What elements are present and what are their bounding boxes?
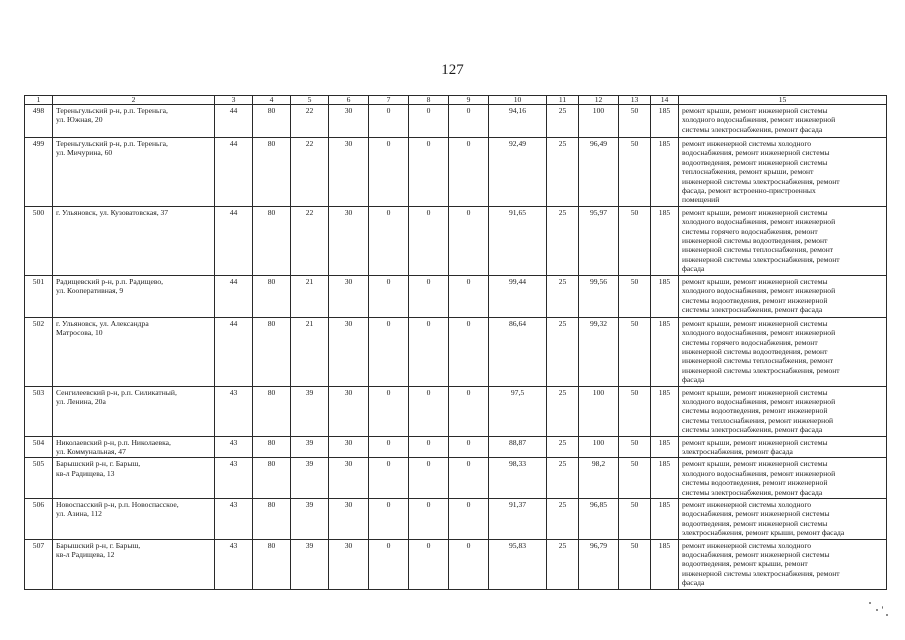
value-cell-c5: 21 [291, 317, 329, 386]
works-line: холодного водоснабжения, ремонт инженерной [682, 328, 836, 338]
value-cell-c12: 100 [579, 436, 619, 458]
works-cell [679, 499, 887, 540]
table-row [25, 206, 887, 275]
value-cell-c14: 185 [651, 539, 679, 589]
value-cell-c9: 0 [449, 105, 489, 138]
value-cell-c3: 43 [215, 458, 253, 499]
works-line: ремонт крыши, ремонт инженерной системы [682, 318, 828, 328]
works-cell [679, 539, 887, 589]
table-row [25, 499, 887, 540]
value-cell-c10: 91,65 [489, 206, 547, 275]
address-line: Барышский р-н, г. Барыш, [56, 459, 141, 469]
value-cell-c14: 185 [651, 499, 679, 540]
value-cell-c11: 25 [547, 105, 579, 138]
address-cell [53, 499, 215, 540]
value-cell-c4: 80 [253, 386, 291, 436]
value-cell-c11: 25 [547, 138, 579, 207]
works-line: системы электроснабжения, ремонт фасада [682, 124, 823, 134]
row-number-cell: 503 [25, 386, 53, 436]
table-row [25, 436, 887, 458]
value-cell-c3: 44 [215, 275, 253, 317]
value-cell-c11: 25 [547, 539, 579, 589]
works-line: инженерной системы электроснабжения, ремонт [682, 365, 840, 375]
value-cell-c14: 185 [651, 386, 679, 436]
repair-schedule-table [24, 95, 887, 590]
address-line: Новоспасский р-н, р.п. Новоспасское, [56, 500, 179, 509]
value-cell-c5: 22 [291, 206, 329, 275]
value-cell-c11: 25 [547, 499, 579, 540]
column-header: 13 [619, 96, 651, 105]
value-cell-c5: 39 [291, 539, 329, 589]
works-cell [679, 458, 887, 499]
value-cell-c11: 25 [547, 317, 579, 386]
value-cell-c3: 43 [215, 499, 253, 540]
works-line: ремонт инженерной системы холодного [682, 500, 812, 509]
address-line: ул. Кооперативная, 9 [56, 286, 124, 296]
value-cell-c4: 80 [253, 539, 291, 589]
value-cell-c4: 80 [253, 206, 291, 275]
works-line: инженерной системы электроснабжения, ремонт [682, 568, 840, 578]
value-cell-c13: 50 [619, 138, 651, 207]
row-number-cell: 502 [25, 317, 53, 386]
value-cell-c14: 185 [651, 275, 679, 317]
address-line: ул. Азина, 112 [56, 509, 102, 519]
column-header: 3 [215, 96, 253, 105]
column-header: 6 [329, 96, 369, 105]
column-header: 1 [25, 96, 53, 105]
scan-speck [876, 609, 878, 611]
row-number-cell: 501 [25, 275, 53, 317]
works-line: водоотведения, ремонт инженерной системы [682, 518, 828, 528]
value-cell-c3: 43 [215, 539, 253, 589]
row-number-cell: 507 [25, 539, 53, 589]
value-cell-c13: 50 [619, 317, 651, 386]
works-cell [679, 386, 887, 436]
value-cell-c8: 0 [409, 458, 449, 499]
value-cell-c10: 92,49 [489, 138, 547, 207]
address-line: кв-л Радищева, 13 [56, 468, 115, 478]
value-cell-c7: 0 [369, 386, 409, 436]
value-cell-c6: 30 [329, 436, 369, 458]
works-line: ремонт крыши, ремонт инженерной системы [682, 276, 828, 286]
value-cell-c7: 0 [369, 105, 409, 138]
value-cell-c5: 22 [291, 138, 329, 207]
works-line: электроснабжения, ремонт фасада [682, 446, 793, 456]
works-line: инженерной системы водоотведения, ремонт [682, 346, 828, 356]
value-cell-c4: 80 [253, 436, 291, 458]
address-cell [53, 539, 215, 589]
column-header: 14 [651, 96, 679, 105]
row-number-cell: 500 [25, 206, 53, 275]
value-cell-c13: 50 [619, 458, 651, 499]
works-cell [679, 206, 887, 275]
value-cell-c13: 50 [619, 436, 651, 458]
value-cell-c10: 95,83 [489, 539, 547, 589]
value-cell-c8: 0 [409, 138, 449, 207]
value-cell-c11: 25 [547, 436, 579, 458]
value-cell-c12: 96,49 [579, 138, 619, 207]
address-cell [53, 105, 215, 138]
works-line: холодного водоснабжения, ремонт инженерной [682, 396, 836, 406]
value-cell-c5: 21 [291, 275, 329, 317]
address-cell [53, 386, 215, 436]
value-cell-c10: 98,33 [489, 458, 547, 499]
works-cell [679, 138, 887, 207]
value-cell-c8: 0 [409, 206, 449, 275]
value-cell-c13: 50 [619, 499, 651, 540]
works-line: инженерной системы теплоснабжения, ремонт [682, 356, 834, 366]
address-cell [53, 206, 215, 275]
works-line: водоснабжения, ремонт инженерной системы [682, 550, 830, 560]
works-line: водоснабжения, ремонт инженерной системы [682, 148, 830, 158]
value-cell-c3: 44 [215, 206, 253, 275]
value-cell-c10: 97,5 [489, 386, 547, 436]
works-line: системы водоотведения, ремонт инженерной [682, 295, 828, 305]
value-cell-c13: 50 [619, 275, 651, 317]
works-line: системы водоотведения, ремонт инженерной [682, 406, 828, 416]
address-line: ул. Южная, 20 [56, 115, 103, 125]
value-cell-c8: 0 [409, 436, 449, 458]
address-line: Барышский р-н, г. Барыш, [56, 540, 141, 550]
address-line: Николаевский р-н, р.п. Николаевка, [56, 437, 171, 447]
value-cell-c3: 43 [215, 386, 253, 436]
value-cell-c11: 25 [547, 206, 579, 275]
works-line: инженерной системы теплоснабжения, ремонт [682, 245, 834, 255]
value-cell-c10: 94,16 [489, 105, 547, 138]
works-line: ремонт инженерной системы холодного [682, 139, 812, 148]
address-line: Матросова, 10 [56, 328, 103, 338]
value-cell-c4: 80 [253, 275, 291, 317]
works-line: инженерной системы электроснабжения, ремонт [682, 176, 840, 186]
value-cell-c6: 30 [329, 206, 369, 275]
address-line: Тереньгульский р-н, р.п. Тереньга, [56, 139, 168, 148]
value-cell-c10: 86,64 [489, 317, 547, 386]
value-cell-c9: 0 [449, 499, 489, 540]
table-row [25, 317, 887, 386]
value-cell-c12: 96,79 [579, 539, 619, 589]
works-line: ремонт крыши, ремонт инженерной системы [682, 207, 828, 217]
works-line: ремонт крыши, ремонт инженерной системы [682, 437, 828, 447]
works-line: водоснабжения, ремонт инженерной системы [682, 509, 830, 519]
works-line: системы теплоснабжения, ремонт инженерной [682, 415, 834, 425]
table-row [25, 458, 887, 499]
works-line: помещений [682, 195, 720, 205]
value-cell-c8: 0 [409, 105, 449, 138]
value-cell-c13: 50 [619, 539, 651, 589]
works-line: фасада [682, 375, 705, 385]
value-cell-c5: 39 [291, 499, 329, 540]
value-cell-c6: 30 [329, 386, 369, 436]
value-cell-c10: 99,44 [489, 275, 547, 317]
value-cell-c8: 0 [409, 386, 449, 436]
table-row [25, 386, 887, 436]
value-cell-c8: 0 [409, 275, 449, 317]
works-line: фасада [682, 264, 705, 274]
value-cell-c4: 80 [253, 499, 291, 540]
column-header: 12 [579, 96, 619, 105]
address-line: г. Ульяновск, ул. Кузоватовская, 37 [56, 207, 169, 217]
value-cell-c6: 30 [329, 105, 369, 138]
column-header: 7 [369, 96, 409, 105]
column-header: 15 [679, 96, 887, 105]
value-cell-c7: 0 [369, 275, 409, 317]
works-cell [679, 105, 887, 138]
works-line: теплоснабжения, ремонт крыши, ремонт [682, 167, 814, 177]
value-cell-c6: 30 [329, 138, 369, 207]
address-cell [53, 436, 215, 458]
value-cell-c4: 80 [253, 458, 291, 499]
value-cell-c7: 0 [369, 499, 409, 540]
value-cell-c7: 0 [369, 317, 409, 386]
value-cell-c9: 0 [449, 458, 489, 499]
value-cell-c14: 185 [651, 138, 679, 207]
column-header: 5 [291, 96, 329, 105]
page-number: 127 [441, 62, 464, 78]
value-cell-c7: 0 [369, 539, 409, 589]
value-cell-c9: 0 [449, 436, 489, 458]
works-line: системы горячего водоснабжения, ремонт [682, 337, 818, 347]
value-cell-c5: 22 [291, 105, 329, 138]
value-cell-c14: 185 [651, 105, 679, 138]
value-cell-c6: 30 [329, 275, 369, 317]
value-cell-c14: 185 [651, 317, 679, 386]
repair-schedule-table-container [24, 95, 886, 590]
table-body [25, 105, 887, 590]
value-cell-c9: 0 [449, 539, 489, 589]
table-row [25, 138, 887, 207]
value-cell-c9: 0 [449, 206, 489, 275]
works-line: водоотведения, ремонт инженерной системы [682, 157, 828, 167]
value-cell-c12: 98,2 [579, 458, 619, 499]
value-cell-c6: 30 [329, 317, 369, 386]
row-number-cell: 499 [25, 138, 53, 207]
value-cell-c3: 43 [215, 436, 253, 458]
address-cell [53, 275, 215, 317]
value-cell-c12: 100 [579, 386, 619, 436]
row-number-cell: 506 [25, 499, 53, 540]
value-cell-c3: 44 [215, 138, 253, 207]
value-cell-c14: 185 [651, 458, 679, 499]
table-row [25, 275, 887, 317]
works-line: системы горячего водоснабжения, ремонт [682, 226, 818, 236]
value-cell-c6: 30 [329, 499, 369, 540]
row-number-cell: 498 [25, 105, 53, 138]
column-header: 9 [449, 96, 489, 105]
works-line: холодного водоснабжения, ремонт инженерной [682, 286, 836, 296]
value-cell-c11: 25 [547, 275, 579, 317]
address-cell [53, 317, 215, 386]
works-line: системы электроснабжения, ремонт фасада [682, 487, 823, 497]
value-cell-c11: 25 [547, 386, 579, 436]
address-line: ул. Ленина, 20а [56, 396, 106, 406]
address-line: Тереньгульский р-н, р.п. Тереньга, [56, 106, 168, 115]
value-cell-c6: 30 [329, 458, 369, 499]
works-cell [679, 317, 887, 386]
column-header: 8 [409, 96, 449, 105]
value-cell-c12: 96,85 [579, 499, 619, 540]
value-cell-c7: 0 [369, 436, 409, 458]
value-cell-c9: 0 [449, 275, 489, 317]
value-cell-c4: 80 [253, 138, 291, 207]
value-cell-c4: 80 [253, 317, 291, 386]
value-cell-c8: 0 [409, 539, 449, 589]
scan-speck [869, 602, 871, 604]
address-line: Радищевский р-н, р.п. Радищево, [56, 276, 164, 286]
works-line: холодного водоснабжения, ремонт инженерной [682, 217, 836, 227]
works-line: ремонт крыши, ремонт инженерной системы [682, 459, 828, 469]
works-cell [679, 436, 887, 458]
works-line: инженерной системы электроснабжения, ремонт [682, 254, 840, 264]
column-number-row [25, 96, 887, 105]
address-line: Сенгилеевский р-н, р.п. Силикатный, [56, 387, 177, 397]
works-line: фасада, ремонт встроенно-пристроенных [682, 186, 816, 196]
address-cell [53, 138, 215, 207]
value-cell-c5: 39 [291, 458, 329, 499]
value-cell-c12: 100 [579, 105, 619, 138]
value-cell-c14: 185 [651, 206, 679, 275]
works-line: системы водоотведения, ремонт инженерной [682, 478, 828, 488]
works-line: фасада [682, 578, 705, 588]
value-cell-c7: 0 [369, 206, 409, 275]
works-line: инженерной системы водоотведения, ремонт [682, 236, 828, 246]
value-cell-c5: 39 [291, 386, 329, 436]
value-cell-c8: 0 [409, 317, 449, 386]
works-line: системы электроснабжения, ремонт фасада [682, 304, 823, 314]
row-number-cell: 505 [25, 458, 53, 499]
column-header: 4 [253, 96, 291, 105]
value-cell-c12: 99,56 [579, 275, 619, 317]
value-cell-c14: 185 [651, 436, 679, 458]
value-cell-c13: 50 [619, 105, 651, 138]
column-header: 11 [547, 96, 579, 105]
value-cell-c3: 44 [215, 105, 253, 138]
value-cell-c8: 0 [409, 499, 449, 540]
value-cell-c4: 80 [253, 105, 291, 138]
value-cell-c7: 0 [369, 458, 409, 499]
value-cell-c6: 30 [329, 539, 369, 589]
value-cell-c13: 50 [619, 386, 651, 436]
value-cell-c9: 0 [449, 317, 489, 386]
scan-speck [886, 614, 888, 616]
works-line: ремонт крыши, ремонт инженерной системы [682, 106, 828, 115]
value-cell-c10: 88,87 [489, 436, 547, 458]
value-cell-c3: 44 [215, 317, 253, 386]
works-line: холодного водоснабжения, ремонт инженерной [682, 115, 836, 125]
address-line: г. Ульяновск, ул. Александра [56, 318, 149, 328]
column-header: 2 [53, 96, 215, 105]
column-header: 10 [489, 96, 547, 105]
table-row [25, 539, 887, 589]
works-line: системы электроснабжения, ремонт фасада [682, 425, 823, 435]
value-cell-c9: 0 [449, 386, 489, 436]
works-line: ремонт крыши, ремонт инженерной системы [682, 387, 828, 397]
address-line: ул. Коммунальная, 47 [56, 446, 126, 456]
address-cell [53, 458, 215, 499]
scan-speck [882, 606, 883, 609]
value-cell-c10: 91,37 [489, 499, 547, 540]
works-cell [679, 275, 887, 317]
address-line: ул. Мичурина, 60 [56, 148, 113, 158]
works-line: электроснабжения, ремонт крыши, ремонт фасада [682, 528, 845, 538]
value-cell-c12: 99,32 [579, 317, 619, 386]
works-line: ремонт инженерной системы холодного [682, 540, 812, 550]
value-cell-c12: 95,97 [579, 206, 619, 275]
value-cell-c11: 25 [547, 458, 579, 499]
table-row [25, 105, 887, 138]
value-cell-c5: 39 [291, 436, 329, 458]
value-cell-c13: 50 [619, 206, 651, 275]
row-number-cell: 504 [25, 436, 53, 458]
address-line: кв-л Радищева, 12 [56, 550, 115, 560]
value-cell-c7: 0 [369, 138, 409, 207]
value-cell-c9: 0 [449, 138, 489, 207]
works-line: водоотведения, ремонт крыши, ремонт [682, 559, 808, 569]
works-line: холодного водоснабжения, ремонт инженерной [682, 468, 836, 478]
